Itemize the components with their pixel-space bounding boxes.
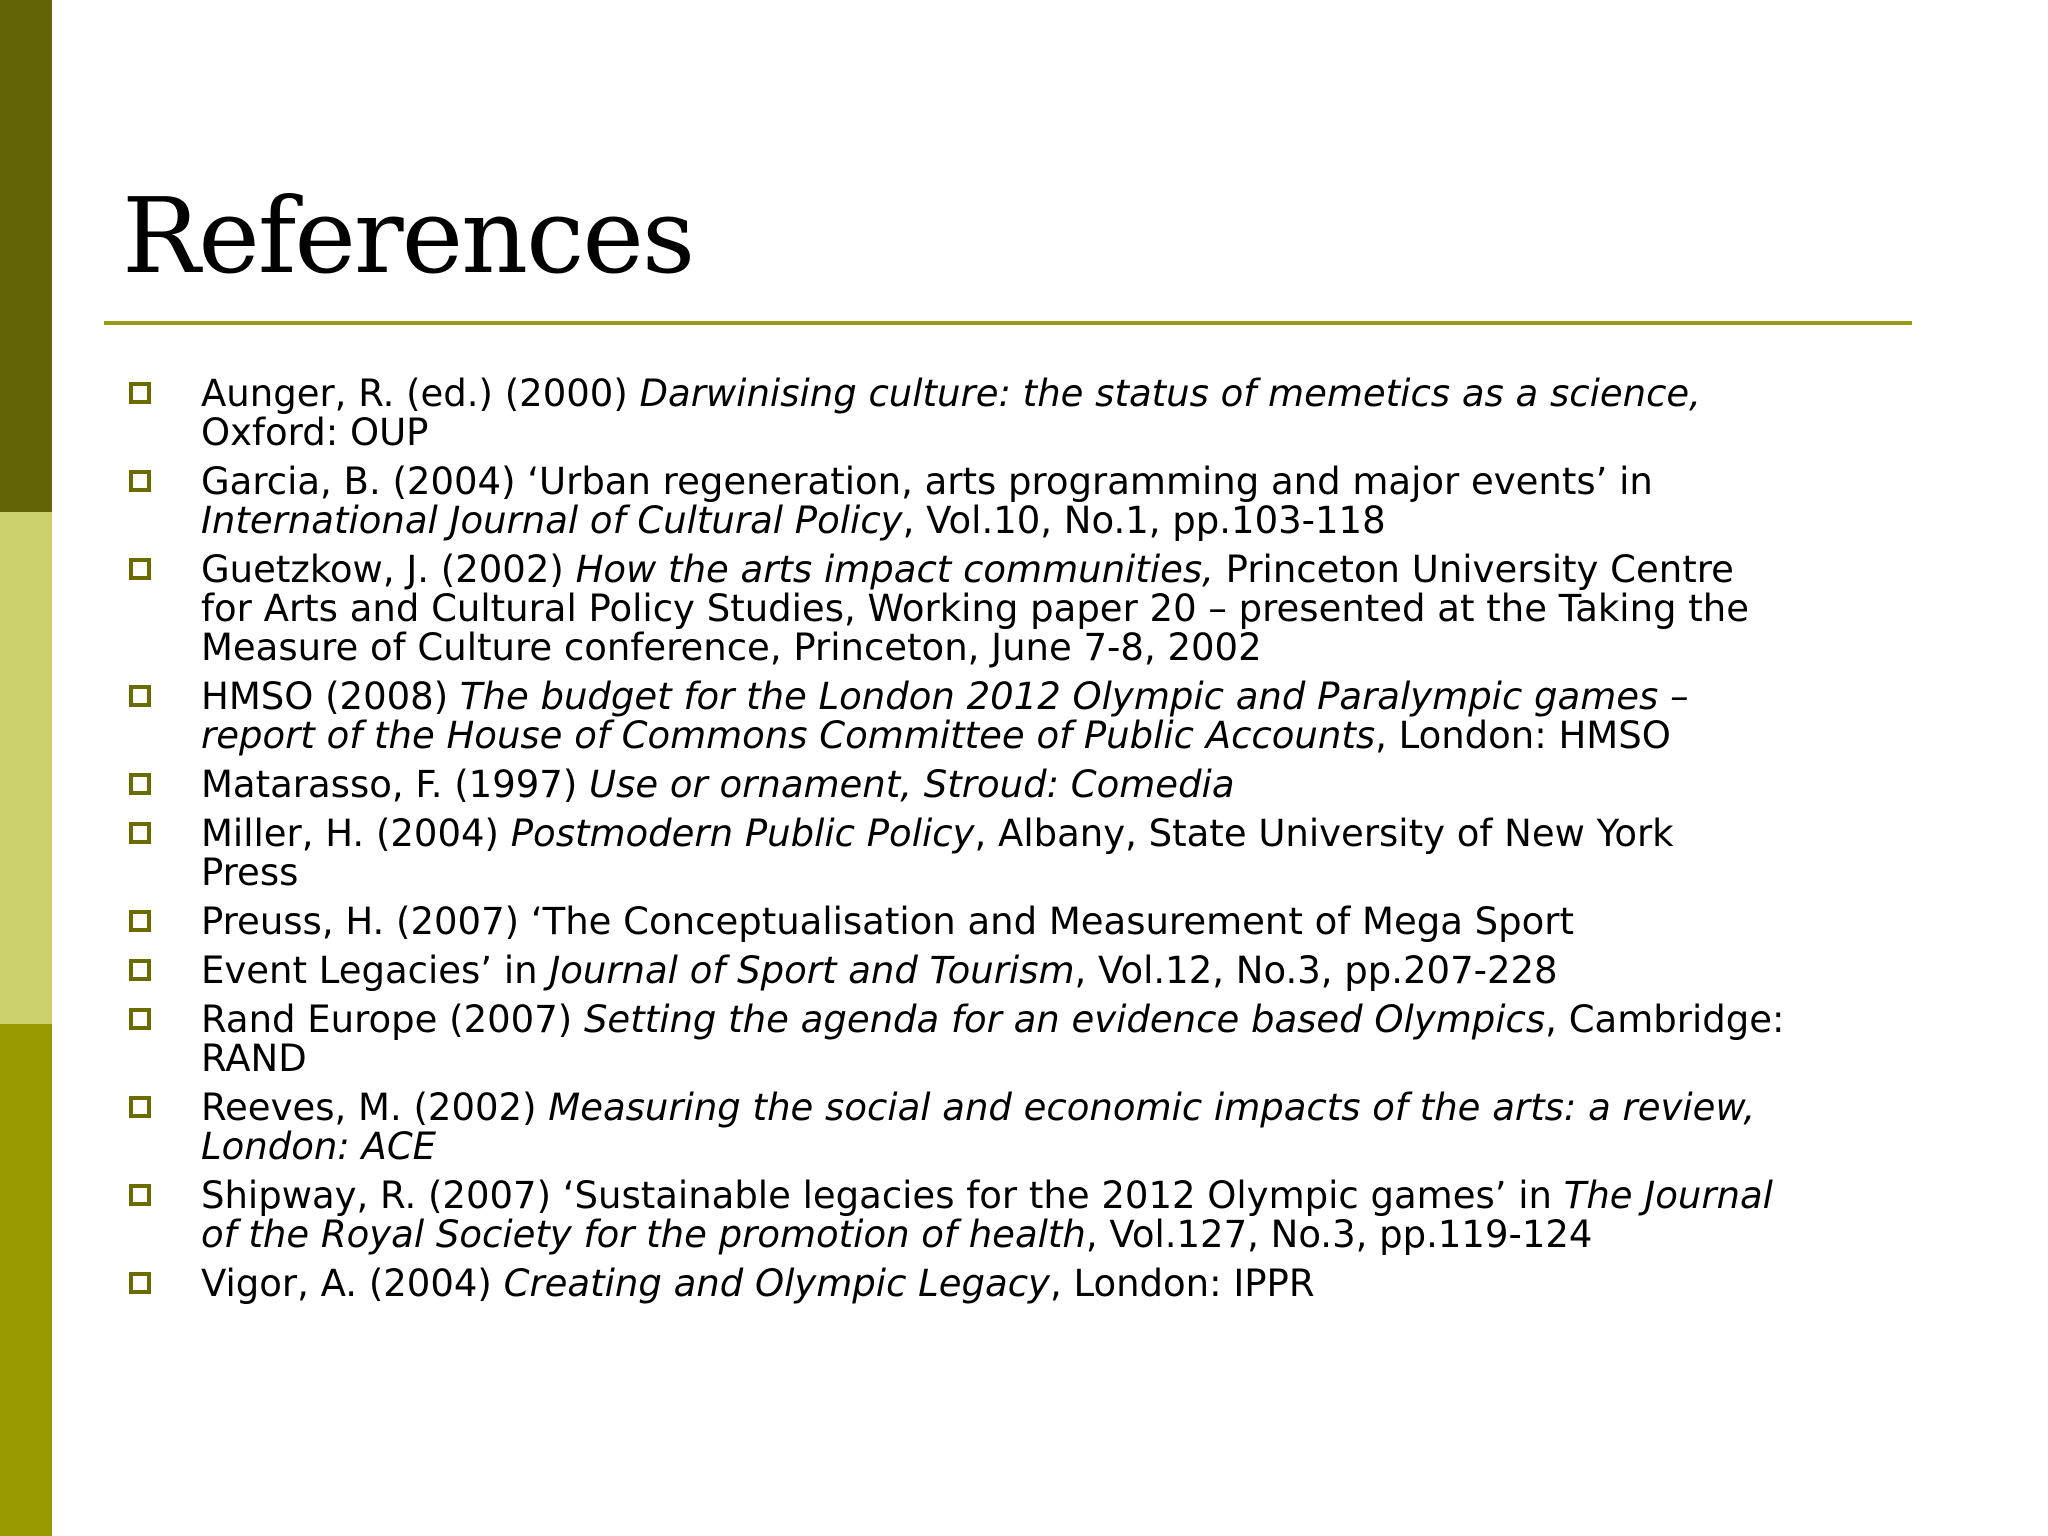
- reference-text: , Cambridge:: [1545, 998, 1785, 1041]
- reference-line: [201, 1215, 1930, 1254]
- reference-italic-text: report of the House of Commons Committee of Public Accounts: [201, 714, 1376, 757]
- reference-line: [201, 716, 1930, 755]
- square-bullet-icon: [129, 1272, 151, 1294]
- reference-list: [125, 374, 1930, 1313]
- reference-line: [201, 853, 1930, 892]
- reference-line: [201, 628, 1930, 667]
- reference-italic-text: Use or ornament, Stroud: Comedia: [589, 763, 1235, 806]
- reference-text: Shipway, R. (2007) ‘Sustainable legacies for the 2012 Olympic games’ in: [201, 1174, 1564, 1217]
- reference-line: [201, 1264, 1930, 1303]
- reference-line: [201, 374, 1930, 413]
- reference-italic-text: International Journal of Cultural Policy: [201, 499, 903, 542]
- reference-text: Princeton University Centre: [1213, 548, 1734, 591]
- reference-line: [201, 765, 1930, 804]
- reference-text: Matarasso, F. (1997): [201, 763, 590, 806]
- reference-italic-text: of the Royal Society for the promotion of health: [201, 1213, 1086, 1256]
- reference-line: [201, 462, 1930, 501]
- square-bullet-icon: [129, 685, 151, 707]
- reference-text: , Vol.12, No.3, pp.207-228: [1074, 949, 1558, 992]
- reference-italic-text: The Journal: [1563, 1174, 1773, 1217]
- reference-item: [125, 374, 1930, 452]
- reference-text: Rand Europe (2007): [201, 998, 584, 1041]
- reference-line: [201, 902, 1930, 941]
- reference-italic-text: Journal of Sport and Tourism: [549, 949, 1075, 992]
- reference-italic-text: Setting the agenda for an evidence based Olympics: [583, 998, 1546, 1041]
- reference-text: Event Legacies’ in: [201, 949, 550, 992]
- reference-italic-text: The budget for the London 2012 Olympic and Paralympic games –: [459, 675, 1689, 718]
- square-bullet-icon: [129, 1184, 151, 1206]
- reference-italic-text: London: ACE: [201, 1125, 437, 1168]
- reference-line: [201, 413, 1930, 452]
- reference-item: [125, 814, 1930, 892]
- reference-item: [125, 1264, 1930, 1303]
- side-accent-top: [0, 0, 52, 512]
- side-accent-bar: [0, 0, 52, 1536]
- reference-line: [201, 589, 1930, 628]
- square-bullet-icon: [129, 959, 151, 981]
- side-accent-middle: [0, 512, 52, 1024]
- reference-text: Reeves, M. (2002): [201, 1086, 549, 1129]
- reference-line: [201, 550, 1930, 589]
- reference-text: HMSO (2008): [201, 675, 460, 718]
- reference-text: Press: [201, 851, 299, 894]
- reference-item: [125, 1088, 1930, 1166]
- reference-item: [125, 1176, 1930, 1254]
- reference-text: Measure of Culture conference, Princeton, June 7-8, 2002: [201, 626, 1262, 669]
- reference-line: [201, 677, 1930, 716]
- square-bullet-icon: [129, 1008, 151, 1030]
- reference-text: for Arts and Cultural Policy Studies, Working paper 20 – presented at the Taking the: [201, 587, 1750, 630]
- reference-text: , Vol.10, No.1, pp.103-118: [902, 499, 1386, 542]
- reference-text: , Vol.127, No.3, pp.119-124: [1085, 1213, 1593, 1256]
- reference-text: , London: HMSO: [1375, 714, 1671, 757]
- reference-line: [201, 1176, 1930, 1215]
- reference-italic-text: Creating and Olympic Legacy: [503, 1262, 1050, 1305]
- reference-item: [125, 765, 1930, 804]
- reference-item: [125, 550, 1930, 667]
- title-divider: [104, 321, 1912, 325]
- square-bullet-icon: [129, 1096, 151, 1118]
- reference-text: Miller, H. (2004): [201, 812, 511, 855]
- side-accent-bottom: [0, 1024, 52, 1536]
- slide-title: References: [122, 175, 694, 297]
- reference-item: [125, 1000, 1930, 1078]
- reference-line: [201, 1088, 1930, 1127]
- reference-text: RAND: [201, 1037, 307, 1080]
- square-bullet-icon: [129, 822, 151, 844]
- reference-text: Guetzkow, J. (2002): [201, 548, 576, 591]
- square-bullet-icon: [129, 773, 151, 795]
- square-bullet-icon: [129, 470, 151, 492]
- reference-text: Aunger, R. (ed.) (2000): [201, 372, 640, 415]
- square-bullet-icon: [129, 382, 151, 404]
- reference-italic-text: Postmodern Public Policy: [510, 812, 975, 855]
- square-bullet-icon: [129, 910, 151, 932]
- reference-text: Vigor, A. (2004): [201, 1262, 504, 1305]
- reference-italic-text: How the arts impact communities,: [575, 548, 1214, 591]
- reference-line: [201, 814, 1930, 853]
- reference-line: [201, 1000, 1930, 1039]
- reference-item: [125, 462, 1930, 540]
- reference-line: [201, 951, 1930, 990]
- square-bullet-icon: [129, 558, 151, 580]
- reference-item: [125, 951, 1930, 990]
- reference-text: Garcia, B. (2004) ‘Urban regeneration, arts programming and major events’ in: [201, 460, 1653, 503]
- reference-text: , London: IPPR: [1049, 1262, 1315, 1305]
- reference-item: [125, 902, 1930, 941]
- reference-line: [201, 501, 1930, 540]
- reference-italic-text: Measuring the social and economic impacts of the arts: a review,: [548, 1086, 1756, 1129]
- reference-item: [125, 677, 1930, 755]
- reference-text: , Albany, State University of New York: [974, 812, 1674, 855]
- reference-line: [201, 1039, 1930, 1078]
- reference-line: [201, 1127, 1930, 1166]
- reference-text: Preuss, H. (2007) ‘The Conceptualisation and Measurement of Mega Sport: [201, 900, 1574, 943]
- reference-text: Oxford: OUP: [201, 411, 429, 454]
- reference-italic-text: Darwinising culture: the status of memetics as a science,: [639, 372, 1701, 415]
